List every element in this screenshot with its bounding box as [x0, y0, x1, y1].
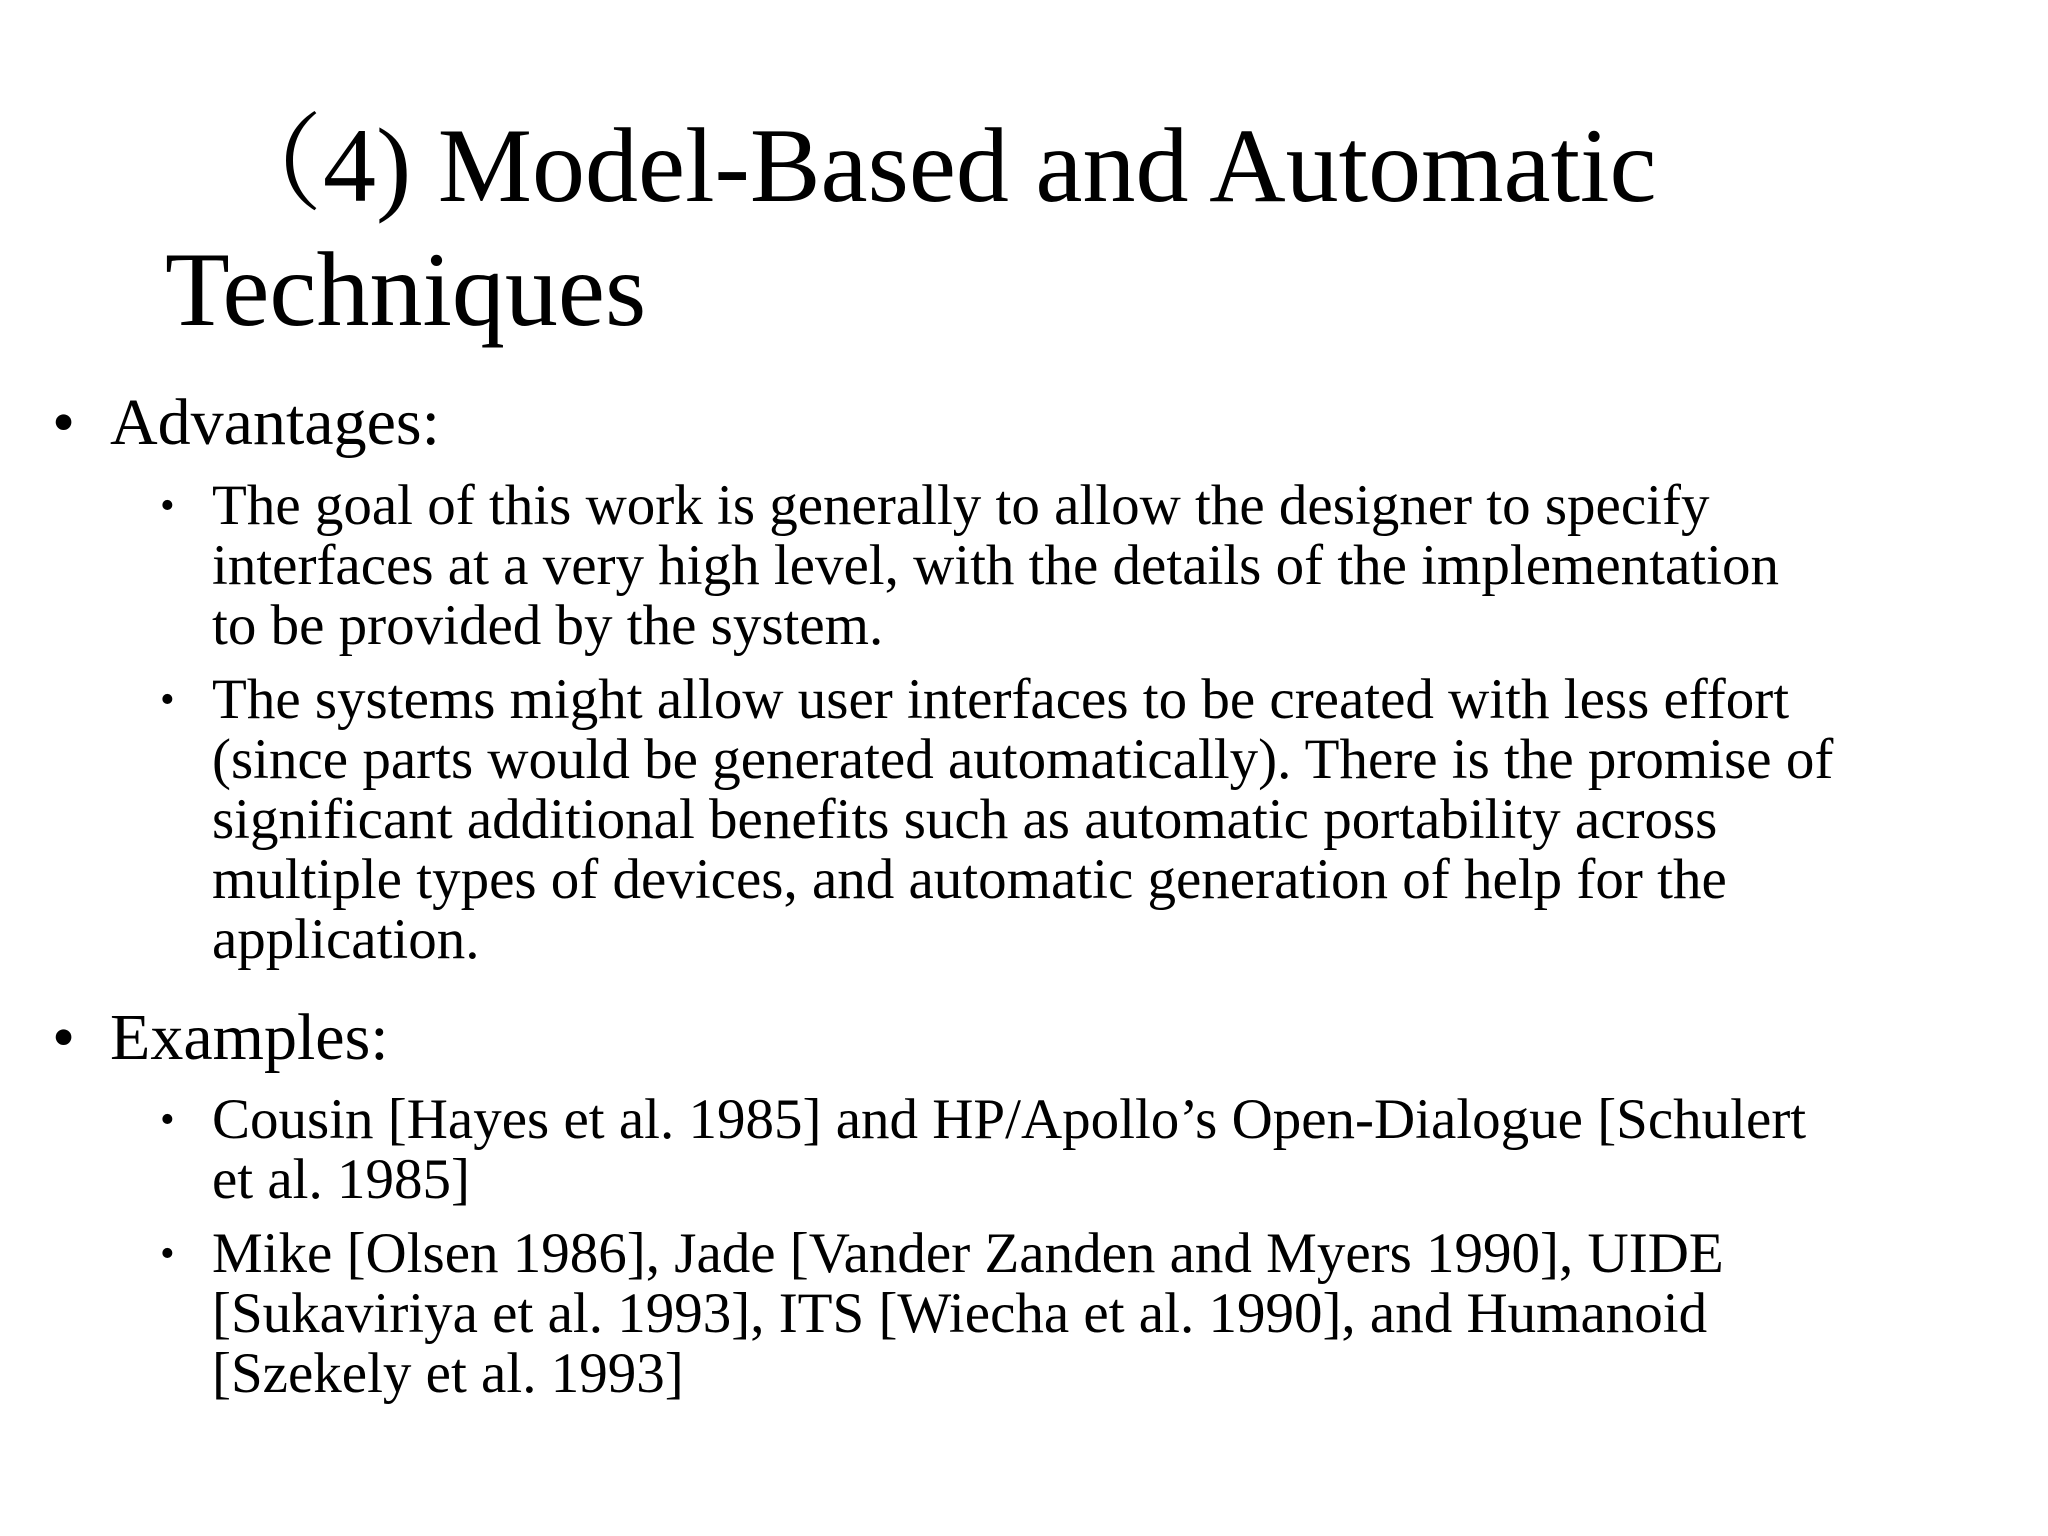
bullet-icon: •	[160, 1097, 175, 1143]
text-line: (since parts would be generated automatically). There is the promise of	[212, 728, 1834, 791]
bullet-icon: •	[160, 677, 175, 723]
text-line: The systems might allow user interfaces to be created with less effort	[212, 668, 1790, 731]
bullet-icon: •	[52, 1001, 76, 1074]
text-line: to be provided by the system.	[212, 594, 884, 657]
section-heading: Examples:	[110, 1001, 389, 1074]
text-line: [Szekely et al. 1993]	[212, 1342, 684, 1405]
list-item-text	[212, 670, 1833, 970]
text-line: [Sukaviriya et al. 1993], ITS [Wiecha et al. 1990], and Humanoid	[212, 1282, 1708, 1345]
bullet-icon: •	[52, 386, 76, 459]
bullet-icon: •	[160, 483, 175, 529]
text-line: The goal of this work is generally to allow the designer to specify	[212, 474, 1710, 537]
section-heading: Advantages:	[110, 386, 440, 459]
text-line: Mike [Olsen 1986], Jade [Vander Zanden and Myers 1990], UIDE	[212, 1222, 1724, 1285]
text-line: multiple types of devices, and automatic generation of help for the	[212, 848, 1727, 911]
text-line: Cousin [Hayes et al. 1985] and HP/Apollo’s Open-Dialogue [Schulert	[212, 1088, 1807, 1151]
list-item-text	[212, 1090, 1806, 1210]
slide-title: （4) Model-Based and Automatic Techniques	[165, 107, 1657, 348]
text-line: interfaces at a very high level, with the details of the implementation	[212, 534, 1779, 597]
text-line: significant additional benefits such as automatic portability across	[212, 788, 1718, 851]
list-item-text	[212, 476, 1779, 656]
bullet-icon: •	[160, 1231, 175, 1277]
text-line: et al. 1985]	[212, 1148, 471, 1211]
list-item-text	[212, 1224, 1724, 1404]
text-line: application.	[212, 908, 480, 971]
